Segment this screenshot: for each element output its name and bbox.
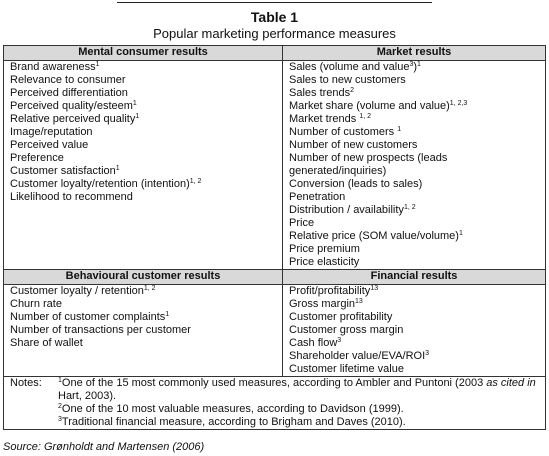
header-behavioural: Behavioural customer results (4, 270, 283, 285)
list-item: Sales (volume and value$^3$)$^1$ (289, 61, 421, 73)
list-item: Brand awareness$^1$ (10, 61, 100, 73)
measures-table (3, 45, 546, 430)
list-item: Cash flow$^3$ (289, 337, 342, 349)
table-title: Popular marketing performance measures (153, 26, 396, 41)
list-item: Likelihood to recommend (10, 191, 133, 203)
list-item: Customer profitability (289, 311, 393, 323)
list-financial (283, 285, 546, 377)
list-item: Number of customers $^1$ (289, 126, 402, 138)
note-3: $^3$Traditional financial measure, according to Brigham and Daves (2010). (58, 416, 406, 428)
body-row-bottom (4, 285, 546, 377)
header-row-bottom (4, 270, 546, 285)
list-item: Preference (10, 152, 64, 164)
list-item: Sales to new customers (289, 74, 406, 86)
list-item: Relative perceived quality$^1$ (10, 113, 140, 125)
list-item: Image/reputation (10, 126, 93, 138)
notes-row (4, 377, 546, 430)
list-item: Perceived quality/esteem$^1$ (10, 100, 137, 112)
header-mental: Mental consumer results (4, 46, 283, 61)
list-item: Perceived differentiation (10, 87, 128, 99)
list-item: Penetration (289, 191, 346, 203)
top-rule (117, 2, 432, 3)
list-item: Price premium (289, 243, 360, 255)
notes-cell (4, 377, 546, 430)
list-mental (4, 61, 283, 270)
note-1: $^1$One of the 15 most commonly used measures, according to Ambler and Puntoni (2003 as cited in Hart, 2003). (58, 377, 536, 402)
notes-body (58, 377, 539, 429)
list-item: Market trends $^{1, 2}$ (289, 113, 371, 125)
body-row-top (4, 61, 546, 270)
list-behavioural (4, 285, 283, 377)
list-item: Shareholder value/EVA/ROI$^3$ (289, 350, 430, 362)
list-item: Customer loyalty/retention (intention)$^{1, 2}$ (10, 178, 202, 190)
list-item: Customer loyalty / retention$^{1, 2}$ (10, 285, 156, 297)
list-item: Number of transactions per customer (10, 324, 191, 336)
table-number: Table 1 (250, 9, 299, 25)
list-item: Customer satisfaction$^1$ (10, 165, 120, 177)
list-item: Number of customer complaints$^1$ (10, 311, 170, 323)
header-row-top (4, 46, 546, 61)
list-item: Number of new prospects (leads generated/inquiries) (289, 152, 448, 177)
list-item: Price (289, 217, 315, 229)
list-item: Churn rate (10, 298, 62, 310)
list-item: Sales trends$^2$ (289, 87, 355, 99)
note-2: $^2$One of the 10 most valuable measures, according to Davidson (1999). (58, 403, 404, 415)
list-item: Perceived value (10, 139, 89, 151)
list-item: Relevance to consumer (10, 74, 126, 86)
list-item: Conversion (leads to sales) (289, 178, 423, 190)
list-item: Distribution / availability$^{1, 2}$ (289, 204, 416, 216)
list-item: Customer lifetime value (289, 363, 404, 375)
list-item: Market share (volume and value)$^{1, 2,3}$ (289, 100, 468, 112)
list-item: Relative price (SOM value/volume)$^1$ (289, 230, 463, 242)
source-citation: Source: Grønholdt and Martensen (2006) (3, 441, 205, 453)
notes-label: Notes: (10, 377, 42, 389)
list-item: Gross margin$^{13}$ (289, 298, 363, 310)
list-item: Share of wallet (10, 337, 83, 349)
header-market: Market results (283, 46, 546, 61)
list-item: Price elasticity (289, 256, 360, 268)
header-financial: Financial results (283, 270, 546, 285)
list-market (283, 61, 546, 270)
list-item: Number of new customers (289, 139, 418, 151)
list-item: Profit/profitability$^{13}$ (289, 285, 379, 297)
list-item: Customer gross margin (289, 324, 404, 336)
